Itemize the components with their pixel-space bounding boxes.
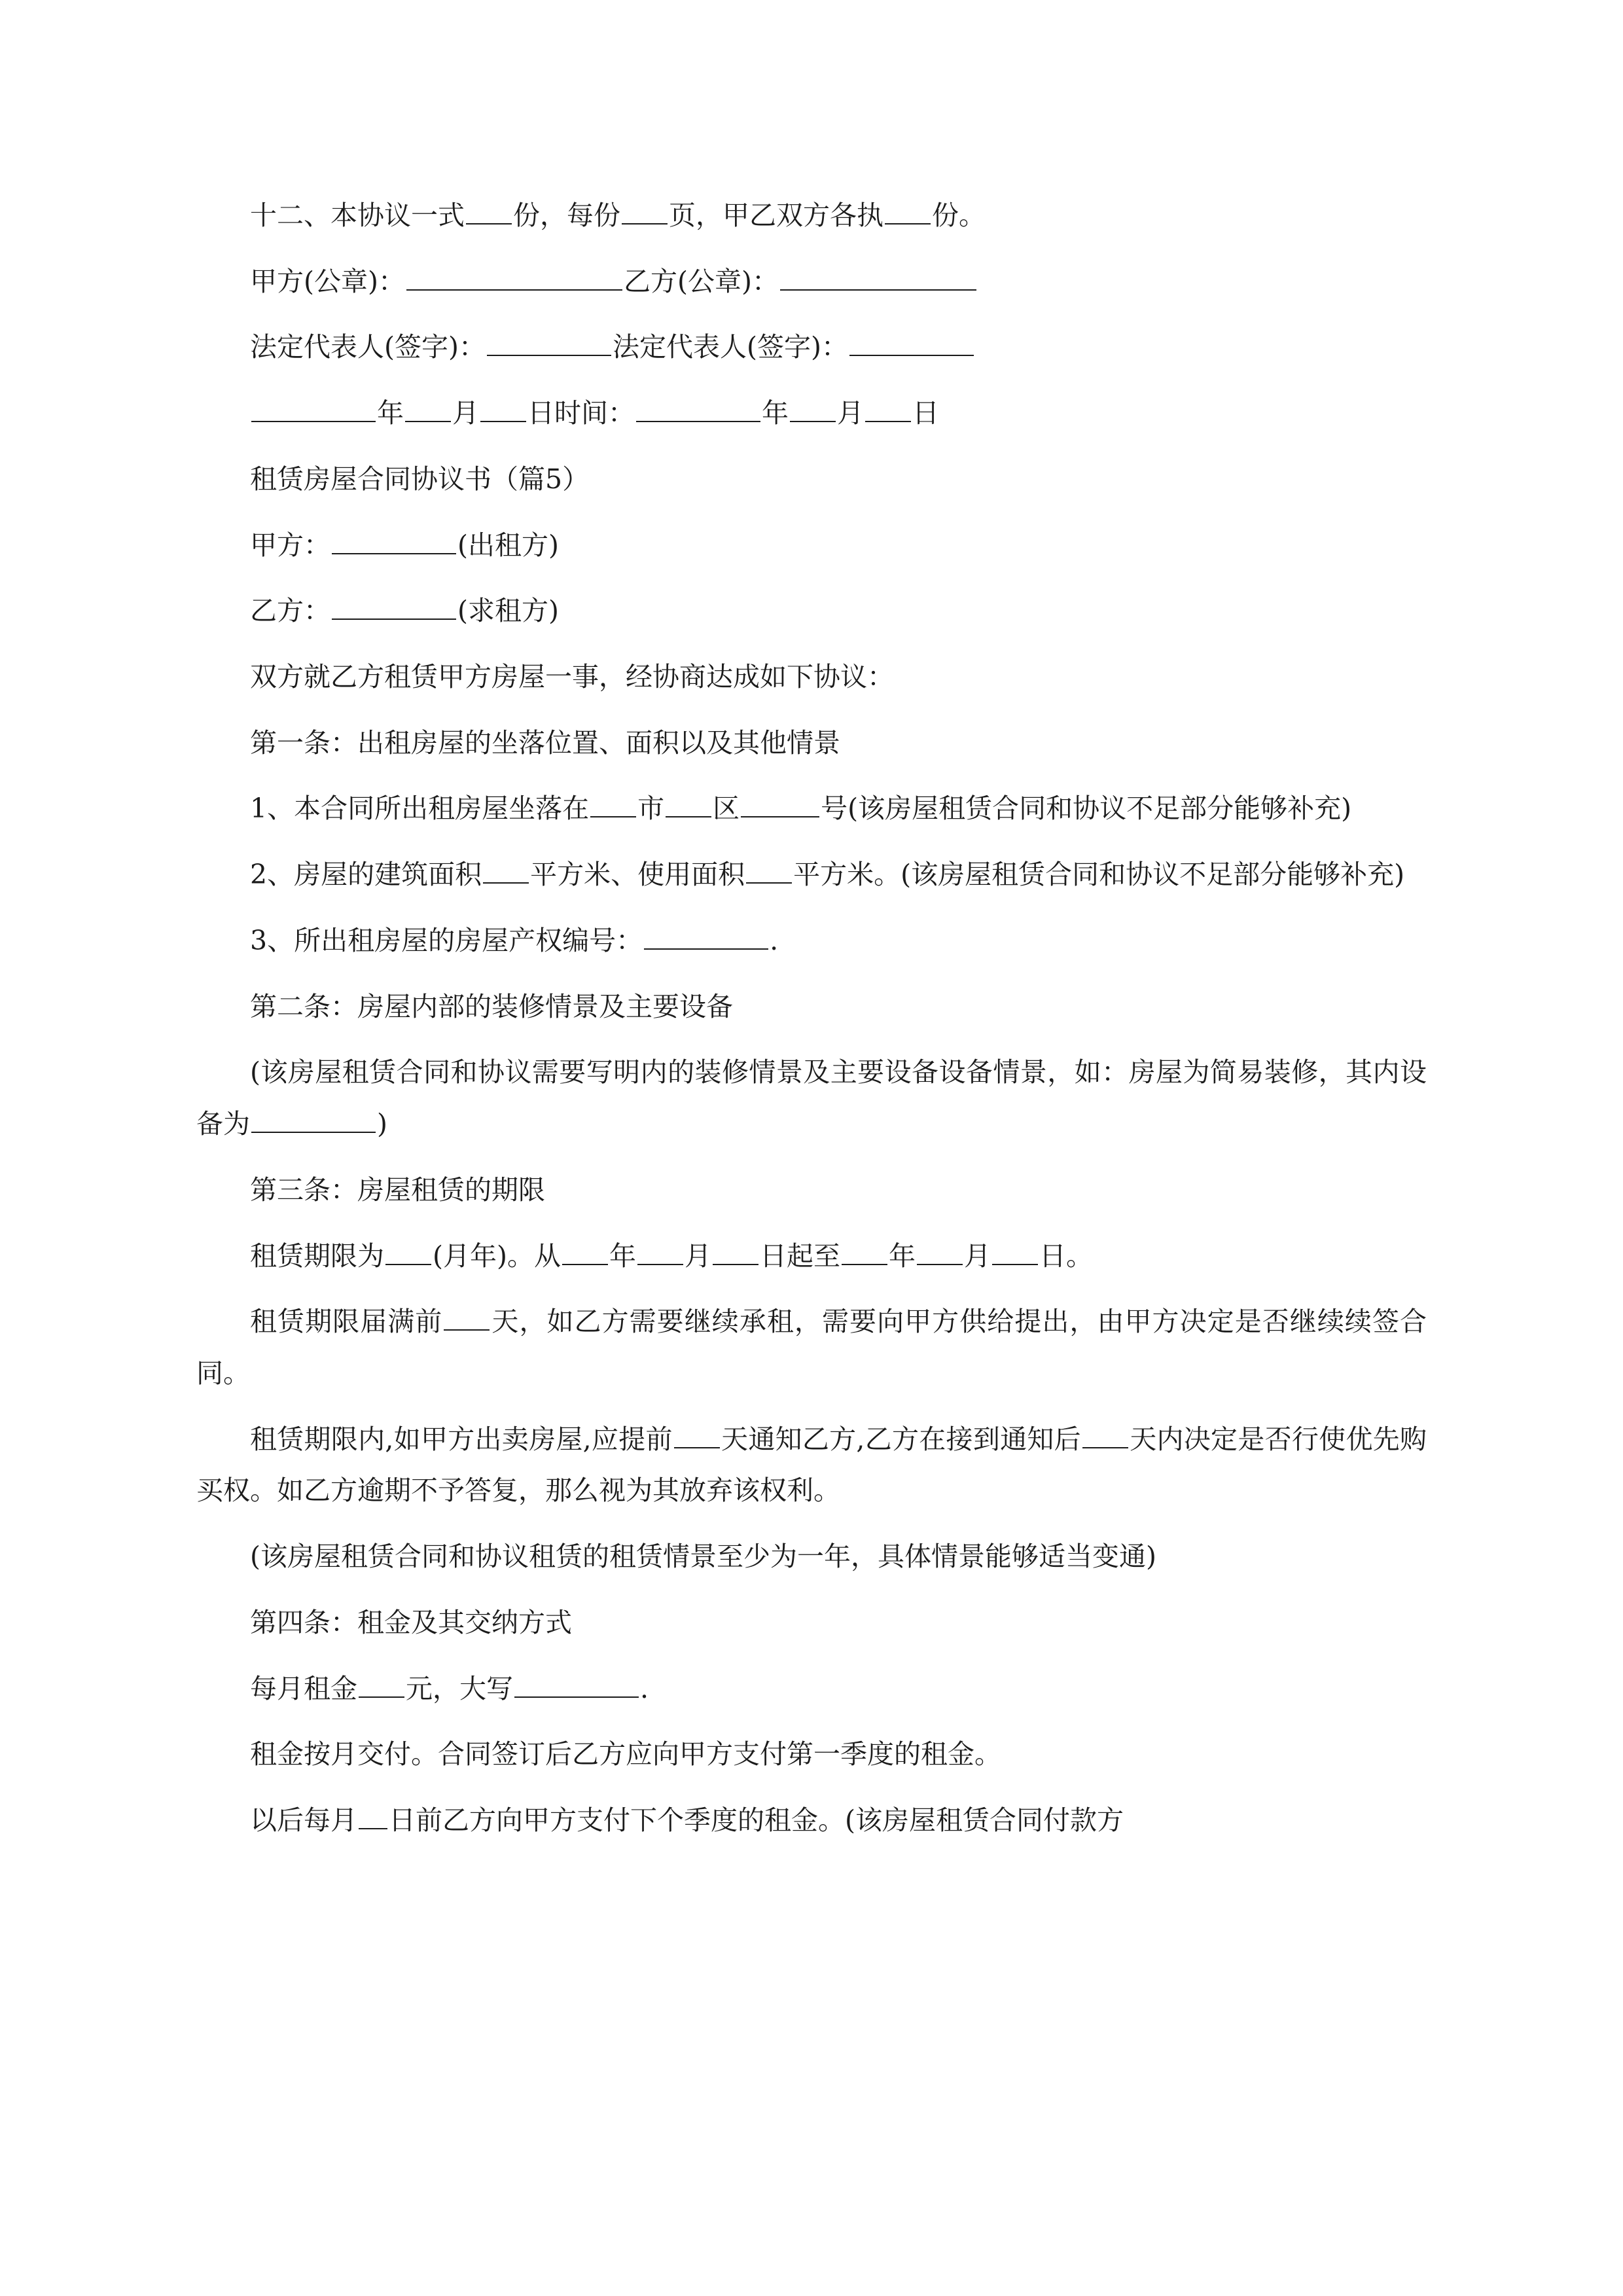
text-run: 2、房屋的建筑面积 [250, 859, 482, 891]
paragraph-party-b [196, 585, 1427, 637]
fill-in-blank[interactable] [865, 396, 911, 422]
fill-in-blank[interactable] [332, 594, 456, 620]
fill-in-blank[interactable] [332, 528, 456, 554]
text-run: 月 [452, 397, 479, 429]
fill-in-blank[interactable] [562, 1239, 608, 1265]
paragraph-signature-representatives [196, 321, 1427, 373]
text-run: 天通知乙方,乙方在接到通知后 [721, 1423, 1081, 1455]
fill-in-blank[interactable] [487, 330, 611, 356]
paragraph-article-4-payment [196, 1729, 1427, 1780]
text-run: 日。 [1039, 1240, 1093, 1272]
fill-in-blank[interactable] [674, 1422, 720, 1448]
fill-in-blank[interactable] [713, 1239, 758, 1265]
text-run: 1、本合同所出租房屋坐落在 [250, 793, 590, 825]
text-run: 日时间： [527, 397, 635, 429]
fill-in-blank[interactable] [842, 1239, 887, 1265]
text-run: 十二、本协议一式 [250, 200, 465, 231]
fill-in-blank[interactable] [1082, 1422, 1128, 1448]
text-run: . [770, 924, 779, 956]
text-run: 年 [889, 1240, 916, 1272]
text-run: 市 [637, 793, 665, 825]
text-run: 月 [964, 1240, 991, 1272]
paragraph-article-4-rent [196, 1663, 1427, 1715]
text-run: 以后每月 [250, 1804, 357, 1836]
text-run: 每月租金 [250, 1672, 357, 1704]
text-run: 年 [609, 1240, 636, 1272]
text-run: 份。 [932, 200, 986, 231]
paragraph-article-1-title [196, 717, 1427, 769]
fill-in-blank[interactable] [992, 1239, 1038, 1265]
fill-in-blank[interactable] [514, 1672, 639, 1698]
fill-in-blank[interactable] [405, 396, 451, 422]
fill-in-blank[interactable] [780, 264, 976, 291]
text-run: 日 [912, 397, 939, 429]
text-run: (出租方) [457, 529, 559, 561]
paragraph-section-title [196, 454, 1427, 505]
fill-in-blank[interactable] [636, 396, 760, 422]
text-run: 平方米。(该房屋租赁合同和协议不足部分能够补充) [793, 859, 1405, 891]
fill-in-blank[interactable] [251, 1107, 376, 1133]
document-body [196, 190, 1427, 1846]
text-run: 双方就乙方租赁甲方房屋一事，经协商达成如下协议： [250, 661, 894, 693]
text-run: (求租方) [457, 595, 559, 627]
text-run: 第四条：租金及其交纳方式 [250, 1606, 572, 1638]
paragraph-article-1-item-3 [196, 915, 1427, 967]
text-run: 区 [713, 793, 740, 825]
fill-in-blank[interactable] [480, 396, 526, 422]
fill-in-blank[interactable] [790, 396, 836, 422]
paragraph-article-1-item-2 [196, 849, 1427, 901]
text-run: (该房屋租赁合同和协议租赁的租赁情景至少为一年，具体情景能够适当变通) [250, 1541, 1156, 1573]
paragraph-party-a [196, 520, 1427, 571]
fill-in-blank[interactable] [385, 1239, 431, 1265]
fill-in-blank[interactable] [406, 264, 622, 291]
text-run: 3、所出租房屋的房屋产权编号： [250, 924, 643, 956]
paragraph-clause-twelve [196, 190, 1427, 242]
paragraph-article-2-title [196, 981, 1427, 1033]
text-run: 乙方： [250, 595, 330, 627]
fill-in-blank[interactable] [590, 791, 636, 817]
paragraph-article-3-sale [196, 1414, 1427, 1516]
text-run: 第一条：出租房屋的坐落位置、面积以及其他情景 [250, 726, 840, 759]
paragraph-article-1-item-1 [196, 783, 1427, 834]
text-run: 天，如乙方需要继续承租，需要向甲方供给提出，由甲方决定是否继续续签合同。 [196, 1306, 1427, 1389]
fill-in-blank[interactable] [746, 857, 792, 884]
text-run: (月年)。从 [433, 1240, 561, 1272]
text-run: 月 [685, 1240, 711, 1272]
text-run: (该房屋租赁合同和协议需要写明内的装修情景及主要设备设备情景，如：房屋为简易装修，其内设备为 [196, 1056, 1427, 1140]
text-run: 年 [377, 397, 404, 429]
text-run: 甲方： [250, 529, 330, 561]
paragraph-signature-dates [196, 387, 1427, 439]
paragraph-signature-seals [196, 256, 1427, 308]
fill-in-blank[interactable] [622, 198, 668, 224]
paragraph-article-4-title [196, 1597, 1427, 1649]
fill-in-blank[interactable] [444, 1304, 490, 1331]
paragraph-article-3-renewal [196, 1296, 1427, 1399]
text-run: 年 [762, 397, 789, 429]
text-run: 甲方(公章)： [250, 265, 405, 297]
text-run: 天内决定是否行使优先购买权。如乙方逾期不予答复，那么视为其放弃该权利。 [196, 1423, 1427, 1507]
fill-in-blank[interactable] [637, 1239, 683, 1265]
text-run: 平方米、使用面积 [530, 859, 745, 891]
fill-in-blank[interactable] [644, 924, 768, 950]
fill-in-blank[interactable] [849, 330, 974, 356]
text-run: 法定代表人(签字)： [250, 331, 486, 363]
fill-in-blank[interactable] [741, 791, 819, 817]
text-run: 号(该房屋租赁合同和协议不足部分能够补充) [821, 793, 1352, 825]
text-run: 日前乙方向甲方支付下个季度的租金。(该房屋租赁合同付款方 [389, 1804, 1124, 1836]
text-run: 租金按月交付。合同签订后乙方应向甲方支付第一季度的租金。 [250, 1738, 1001, 1770]
text-run: 第二条：房屋内部的装修情景及主要设备 [250, 990, 733, 1022]
fill-in-blank[interactable] [917, 1239, 963, 1265]
text-run: 月 [837, 397, 864, 429]
text-run: . [640, 1672, 649, 1704]
fill-in-blank[interactable] [466, 198, 512, 224]
fill-in-blank[interactable] [251, 396, 376, 422]
fill-in-blank[interactable] [666, 791, 711, 817]
text-run: 租赁期限届满前 [250, 1306, 443, 1338]
fill-in-blank[interactable] [359, 1803, 387, 1829]
paragraph-article-3-term [196, 1230, 1427, 1282]
text-run: 元，大写 [406, 1672, 513, 1704]
text-run: 乙方(公章)： [624, 265, 779, 297]
paragraph-article-3-title [196, 1164, 1427, 1216]
text-run: 租赁期限为 [250, 1240, 384, 1272]
paragraph-article-2-body [196, 1047, 1427, 1149]
fill-in-blank[interactable] [483, 857, 529, 884]
paragraph-preamble [196, 651, 1427, 703]
text-run: 租赁期限内,如甲方出卖房屋,应提前 [250, 1423, 673, 1455]
text-run: ) [377, 1108, 387, 1140]
text-run: 第三条：房屋租赁的期限 [250, 1174, 545, 1206]
text-run: 份，每份 [513, 200, 620, 231]
text-run: 法定代表人(签字)： [613, 331, 848, 363]
text-run: 租赁房屋合同协议书（篇5） [250, 463, 590, 495]
text-run: 日起至 [760, 1240, 840, 1272]
fill-in-blank[interactable] [359, 1672, 404, 1698]
fill-in-blank[interactable] [885, 198, 931, 224]
text-run: 页，甲乙双方各执 [669, 200, 883, 231]
paragraph-article-4-monthly [196, 1795, 1427, 1846]
paragraph-article-3-note [196, 1531, 1427, 1583]
